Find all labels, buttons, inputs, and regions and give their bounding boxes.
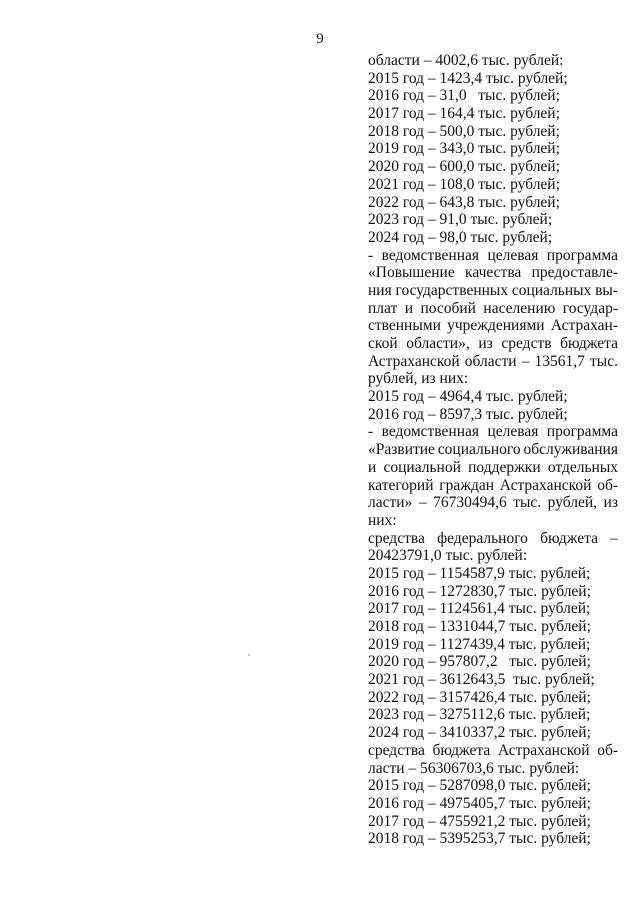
text-line: 2020 год – 600,0 тыс. рублей; bbox=[368, 158, 560, 176]
text-line: 2023 год – 91,0 тыс. рублей; bbox=[368, 211, 553, 229]
word: пособий bbox=[420, 299, 476, 317]
word: населению bbox=[483, 299, 556, 317]
text-line: 2016 год – 8597,3 тыс. рублей; bbox=[368, 405, 568, 423]
word: тыс. bbox=[590, 352, 618, 370]
text-line bbox=[368, 335, 618, 353]
text-line: 2015 год – 1423,4 тыс. рублей; bbox=[368, 69, 568, 87]
word: об- bbox=[597, 476, 618, 494]
text-line bbox=[368, 423, 618, 441]
text-line: 2018 год – 5395253,7 тыс. рублей; bbox=[368, 830, 591, 848]
word: Астраханской bbox=[368, 352, 460, 370]
word: 76730494,6 bbox=[433, 494, 507, 512]
word: государ- bbox=[562, 299, 618, 317]
text-line bbox=[368, 459, 618, 477]
text-line: 2016 год – 1272830,7 тыс. рублей; bbox=[368, 582, 591, 600]
word: социальной bbox=[383, 458, 461, 476]
page-number: 9 bbox=[316, 31, 324, 47]
text-line: 2020 год – 957807,2 тыс. рублей; bbox=[368, 653, 591, 671]
text-line: 2024 год – 98,0 тыс. рублей; bbox=[368, 228, 553, 246]
word: – bbox=[418, 494, 427, 512]
word: и bbox=[368, 458, 377, 476]
text-line bbox=[368, 742, 618, 760]
text-line: 2016 год – 4975405,7 тыс. рублей; bbox=[368, 794, 591, 812]
word: ведомственная bbox=[381, 246, 480, 264]
word: ведомственная bbox=[381, 423, 480, 441]
text-line: 2024 год – 3410337,2 тыс. рублей; bbox=[368, 724, 591, 742]
word: - bbox=[368, 246, 374, 264]
text-line bbox=[368, 264, 618, 282]
text-line: 2022 год – 3157426,4 тыс. рублей; bbox=[368, 688, 591, 706]
word: программа bbox=[546, 423, 618, 441]
word: области», bbox=[406, 335, 470, 352]
text-line: 2021 год – 3612643,5 тыс. рублей; bbox=[368, 671, 595, 689]
text-line bbox=[368, 247, 618, 265]
text-line: 2015 год – 1154587,9 тыс. рублей; bbox=[368, 564, 591, 582]
word: вы- bbox=[595, 281, 618, 299]
word: об- bbox=[597, 741, 618, 759]
word: тыс. bbox=[513, 494, 542, 512]
word: рублей, bbox=[547, 494, 598, 512]
word: Астраханской bbox=[499, 476, 592, 494]
word: социального bbox=[437, 441, 521, 459]
word: целевая bbox=[487, 423, 539, 441]
word: ственными bbox=[368, 317, 441, 335]
word: отдельных bbox=[547, 458, 618, 476]
word: программа bbox=[546, 246, 618, 264]
word: средств bbox=[501, 335, 552, 352]
text-line: 20423791,0 тыс. рублей: bbox=[368, 547, 528, 565]
word: средства bbox=[368, 741, 425, 759]
word: поддержки bbox=[468, 458, 541, 476]
word: – bbox=[610, 529, 618, 547]
text-line: 2015 год – 5287098,0 тыс. рублей; bbox=[368, 777, 591, 795]
text-line: 2017 год – 164,4 тыс. рублей; bbox=[368, 105, 560, 123]
text-line bbox=[368, 494, 618, 512]
text-line: 2023 год – 3275112,6 тыс. рублей; bbox=[368, 706, 591, 724]
text-line: 2015 год – 4964,4 тыс. рублей; bbox=[368, 388, 568, 406]
word: целевая bbox=[487, 246, 539, 264]
word: ния bbox=[368, 281, 392, 299]
word: Астраханской bbox=[497, 741, 590, 759]
text-line: 2019 год – 1127439,4 тыс. рублей; bbox=[368, 635, 591, 653]
word: качества bbox=[465, 264, 522, 282]
text-line bbox=[368, 353, 618, 371]
text-line: 2018 год – 500,0 тыс. рублей; bbox=[368, 122, 560, 140]
word: средства bbox=[368, 529, 425, 547]
word: категорий bbox=[368, 476, 434, 494]
word: федерального bbox=[437, 529, 528, 547]
text-line bbox=[368, 300, 618, 318]
word: бюджета bbox=[432, 741, 491, 759]
text-line: 2017 год – 1124561,4 тыс. рублей; bbox=[368, 600, 591, 618]
text-line bbox=[368, 530, 618, 548]
word: плат bbox=[368, 299, 398, 317]
text-line: 2021 год – 108,0 тыс. рублей; bbox=[368, 175, 560, 193]
text-line bbox=[368, 441, 618, 459]
word: государственных bbox=[395, 281, 509, 299]
text-line: 2019 год – 343,0 тыс. рублей; bbox=[368, 140, 560, 158]
word: «Развитие bbox=[368, 441, 435, 459]
text-line: 2016 год – 31,0 тыс. рублей; bbox=[368, 87, 560, 105]
text-column bbox=[368, 52, 618, 848]
word: ской bbox=[368, 335, 398, 352]
word: ласти» bbox=[368, 494, 413, 512]
text-line: 2017 год – 4755921,2 тыс. рублей; bbox=[368, 812, 591, 830]
word: бюджета bbox=[560, 335, 618, 352]
word: - bbox=[368, 423, 374, 441]
word: бюджета bbox=[540, 529, 598, 547]
word: предоставле- bbox=[531, 264, 618, 282]
word: «Повышение bbox=[368, 264, 455, 282]
scan-speck bbox=[248, 654, 250, 656]
word: граждан bbox=[439, 476, 495, 494]
word: из bbox=[603, 494, 618, 512]
word: и bbox=[404, 299, 414, 317]
text-line: ласти – 56306703,6 тыс. рублей: bbox=[368, 759, 580, 777]
word: из bbox=[478, 335, 493, 352]
word: – bbox=[521, 352, 530, 370]
text-line bbox=[368, 477, 618, 495]
text-line: них: bbox=[368, 511, 397, 529]
word: социальных bbox=[511, 281, 592, 299]
text-line bbox=[368, 317, 618, 335]
word: области bbox=[464, 352, 517, 370]
text-line: рублей, из них: bbox=[368, 370, 469, 388]
text-line: 2022 год – 643,8 тыс. рублей; bbox=[368, 193, 560, 211]
word: Астрахан- bbox=[550, 317, 618, 335]
text-line: области – 4002,6 тыс. рублей: bbox=[368, 52, 564, 69]
text-line: 2018 год – 1331044,7 тыс. рублей; bbox=[368, 618, 591, 635]
text-line bbox=[368, 282, 618, 300]
word: учреждениями bbox=[447, 317, 545, 335]
word: 13561,7 bbox=[534, 352, 585, 370]
word: обслуживания bbox=[523, 441, 618, 459]
